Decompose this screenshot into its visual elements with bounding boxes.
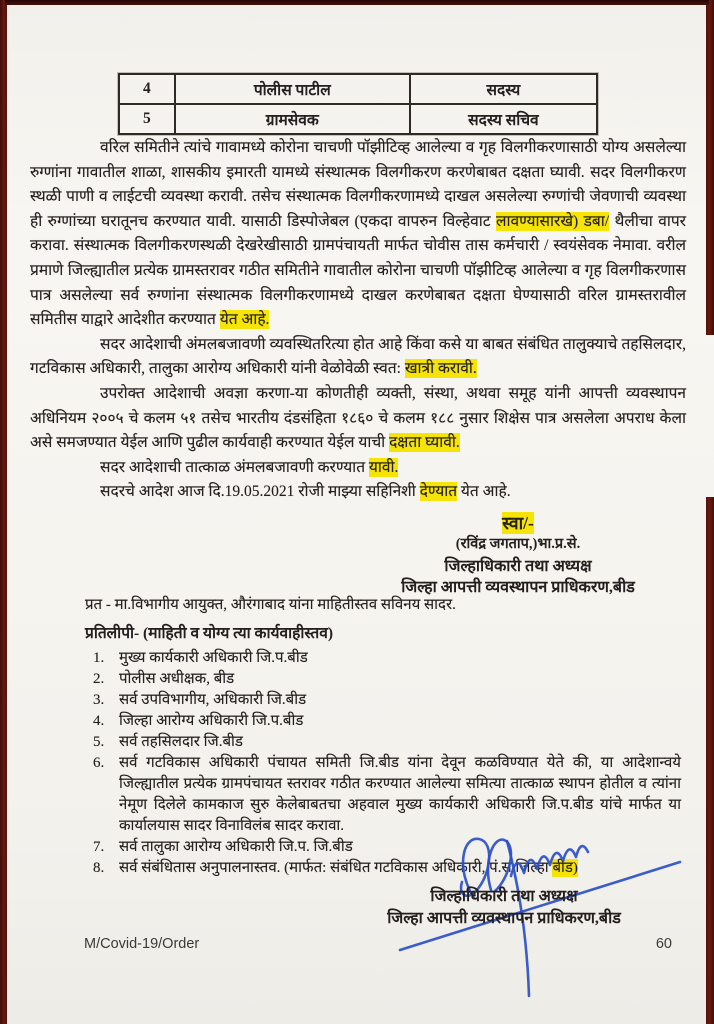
table-row — [119, 104, 597, 134]
page-footer — [84, 936, 672, 952]
list-item-text — [119, 711, 681, 732]
list-item-text — [119, 837, 681, 858]
list-item-number: 3. — [93, 692, 105, 708]
row-number-cell: 5 — [119, 104, 175, 134]
highlighted-text: दक्षता घ्यावी. — [389, 434, 460, 452]
copies-section — [30, 621, 686, 879]
signed-abbreviation-text: स्वा/- — [502, 512, 534, 533]
text-segment: पोलीस अधीक्षक, बीड — [119, 671, 235, 687]
list-item-text — [119, 690, 681, 711]
list-item — [93, 690, 686, 711]
committee-members-table — [118, 73, 598, 135]
highlighted-text: यावी. — [368, 458, 399, 476]
order-paragraph — [30, 456, 686, 481]
list-item-number: 4. — [93, 713, 105, 729]
text-segment: थैलीचा वापर करावा. संस्थात्मक विलगीकरणस्थळी देखरेखीसाठी ग्रामपंचायती मार्फत चोवीस तास कर्मचारी / स्वयंसेवक नेमावा. वरील प्रमाणे जिल्ह्यातील प्रत्येक ग्रामस्तरावर गठीत समितीने गावातील कोरोना चाचणी पॉझीटिव्ह आलेल्या व गृह विलगीकरणास पात्र असलेल्या सर्व रुग्णांना संस्थात्मक विलगीकरणामध्ये दाखल करणेबाबत दक्षता घेण्यासाठी वरिल ग्रामस्तरावील समितीस याद्वारे आदेशीत करण्यात — [30, 212, 686, 329]
order-paragraph — [30, 480, 686, 505]
committee-table-section — [30, 73, 686, 135]
list-item — [93, 648, 686, 669]
signatory-title: जिल्हाधिकारी तथा अध्यक्ष — [444, 557, 592, 575]
text-segment: मुख्य कार्यकारी अधिकारी जि.प.बीड — [119, 650, 308, 666]
order-body — [30, 136, 686, 599]
page-number: 60 — [655, 936, 672, 952]
order-paragraph — [30, 136, 686, 333]
text-segment: सदर आदेशाची तात्काळ अंमलबजावणी करण्यात — [100, 458, 369, 476]
text-segment: वरिल समितीने त्यांचे गावामध्ये कोरोना चाचणी पॉझीटिव्ह आलेल्या व गृह विलगीकरणासाठी योग्य असलेल्या रुग्णांना गावातील शाळा, शासकीय इमारती यामध्ये संस्थात्मक विलगीकरण करणेबाबत दक्षता घ्यावी. सदर विलगीकरण स्थळी पाणी व लाईटची व्यवस्था करावी. तसेच संस्थात्मक विलगीकरणामध्ये दाखल असलेल्या रुग्णांची जेवणाची व्यवस्था ही रुग्णांच्या घरातूनच करण्यात यावी. यासाठी डिस्पोजेबल (एकदा वापरुन विल्हेवाट — [30, 139, 686, 230]
signatory-title: जिल्हाधिकारी तथा अध्यक्ष — [430, 888, 578, 905]
member-role-cell: सदस्य — [410, 74, 597, 104]
list-item — [93, 858, 686, 879]
table-row — [119, 74, 597, 104]
text-segment: सर्व तालुका आरोग्य अधिकारी जि.प. जि.बीड — [119, 839, 353, 855]
list-item — [93, 732, 686, 753]
authority-signature-block — [350, 513, 686, 599]
list-item-text — [119, 753, 681, 837]
list-item — [93, 753, 686, 837]
bottom-signature-block — [328, 886, 680, 929]
text-segment: सदर आदेशाची अंमलबजावणी व्यवस्थितरित्या होत आहे किंवा कसे या बाबत संबंधित तालुक्याचे तहसिलदार, गटविकास अधिकारी, तालुका आरोग्य अधिकारी यांनी वेळोवेळी स्वत: — [30, 335, 686, 378]
list-item-text — [119, 732, 681, 753]
highlighted-text: बीड) — [552, 860, 578, 876]
copy-forwarded-line: प्रत - मा.विभागीय आयुक्त, औरंगाबाद यांना माहितीस्तव सविनय सादर. — [85, 597, 456, 613]
text-segment: येत आहे. — [457, 483, 511, 501]
order-paragraph — [30, 382, 686, 456]
list-item-number: 8. — [93, 860, 105, 876]
highlighted-text: खात्री करावी. — [404, 360, 477, 378]
signatory-organization: जिल्हा आपत्ती व्यवस्थापन प्राधिकरण,बीड — [401, 579, 635, 597]
row-number-cell: 4 — [119, 74, 175, 104]
signatory-name: (रविंद्र जगताप,)भा.प्र.से. — [455, 536, 581, 553]
list-item-text — [119, 858, 681, 879]
highlighted-text: देण्यात — [419, 483, 458, 501]
text-segment: उपरोक्त आदेशाची अवज्ञा करणा-या कोणतीही व्यक्ती, संस्था, अथवा समूह यांनी आपत्ती व्यवस्थापन अधिनियम २००५ चे कलम ५१ तसेच भारतीय दंडसंहिता १८६० चे कलम १८८ नुसार शिक्षेस पात्र असलेला अपराध केला असे समजण्यात येईल आणि पुढील कार्यवाही करण्यात येईल याची — [30, 384, 686, 452]
highlighted-text: लावण्यासारखे) डबा/ — [496, 212, 610, 230]
list-item-number: 1. — [93, 650, 105, 666]
highlighted-text: येत आहे. — [219, 311, 270, 329]
list-item — [93, 837, 686, 858]
text-segment: सर्व उपविभागीय, अधिकारी जि.बीड — [119, 692, 307, 708]
list-item-text — [119, 669, 681, 690]
list-item-number: 7. — [93, 839, 105, 855]
order-paragraph — [30, 333, 686, 382]
list-item-number: 5. — [93, 734, 105, 750]
list-item-number: 6. — [93, 755, 105, 771]
member-name-cell: ग्रामसेवक — [175, 104, 410, 134]
photo-edge-top — [5, 0, 709, 5]
text-segment: सर्व संबंधितास अनुपालनास्तव. (मार्फत: संबंधित गटविकास अधिकारी, पं.स.जिल्हा — [119, 860, 553, 876]
list-item — [93, 711, 686, 732]
list-item-text — [119, 648, 681, 669]
text-segment: सदरचे आदेश आज दि.19.05.2021 रोजी माझ्या सहिनिशी — [100, 483, 420, 501]
text-segment: सर्व गटविकास अधिकारी पंचायत समिती जि.बीड यांना देवून कळविण्यात येते की, या आदेशान्वये जिल्ह्यातील प्रत्येक ग्रामपंचायत स्तरावर गठीत करण्यात आलेल्या समित्या तात्काळ स्थापन होतील व त्यांना नेमूण दिलेले कामकाज सुरु केलेबाबतचा अहवाल मुख्य कार्यकारी अधिकारी जि.प.बीड यांचे मार्फत या कार्यालयास सादर विनाविलंब सादर करावा. — [119, 755, 681, 834]
photo-edge-right-bottom — [706, 497, 714, 1024]
text-segment: सर्व तहसिलदार जि.बीड — [119, 734, 243, 750]
signatory-organization: जिल्हा आपत्ती व्यवस्थापन प्राधिकरण,बीड — [387, 909, 621, 927]
copies-list — [85, 648, 686, 879]
list-item-number: 2. — [93, 671, 105, 687]
list-item — [93, 669, 686, 690]
signed-abbreviation — [350, 513, 686, 535]
file-reference: M/Covid-19/Order — [84, 936, 200, 952]
text-segment: जिल्हा आरोग्य अधिकारी जि.प.बीड — [119, 713, 304, 729]
member-name-cell: पोलीस पाटील — [175, 74, 410, 104]
photo-edge-left — [0, 0, 7, 1024]
photo-edge-right-top — [706, 0, 714, 335]
member-role-cell: सदस्य सचिव — [410, 104, 597, 134]
copies-heading: प्रतिलीपी- (माहिती व योग्य त्या कार्यवाहीस्तव) — [85, 625, 333, 642]
